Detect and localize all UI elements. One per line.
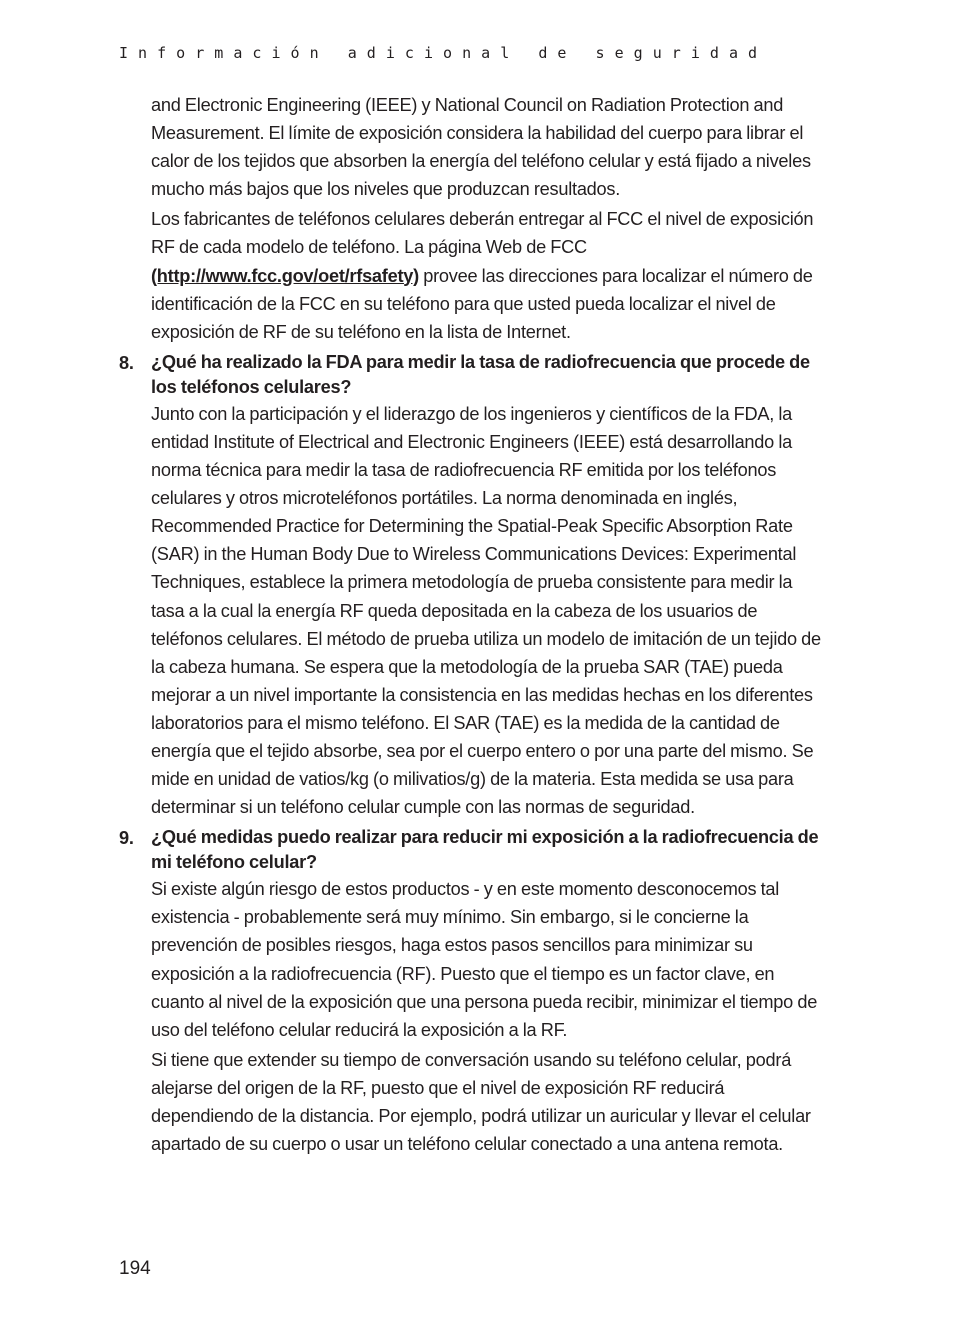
question-8 [119,349,829,821]
fcc-rfsafety-link[interactable]: (http://www.fcc.gov/oet/rfsafety) [151,265,419,286]
question-9-number: 9. [119,828,134,849]
question-8-number: 8. [119,352,134,373]
question-9-answer: Si existe algún riesgo de estos productos - y en este momento desconocemos tal existencia - probablemente será muy mínimo. Sin embargo, si le concierne la prevención de posibles riesgos, haga estos pasos sencillos para minimizar su exposición a la radiofrecuencia (RF). Puesto que el tiempo es un factor clave, en cuanto al nivel de la exposición que una persona pueda recibir, minimizar el tiempo de uso del teléfono celular reducirá la exposición a la RF. [151,879,818,1040]
question-8-title: ¿Qué ha realizado la FDA para medir la tasa de radiofrecuencia que procede de los teléfonos celulares? [151,351,810,397]
intro-paragraph-2 [119,205,829,345]
question-9-answer-continued: Si tiene que extender su tiempo de conversación usando su teléfono celular, podrá alejarse del origen de la RF, puesto que el nivel de exposición RF reducirá dependiendo de la distancia. Por ejemplo, podrá utilizar un auricular y llevar el celular apartado de su cuerpo o usar un teléfono celular conectado a una antena remota. [151,1049,811,1155]
intro-paragraph-1: and Electronic Engineering (IEEE) y National Council on Radiation Protection and Measurement. El límite de exposición considera la habilidad del cuerpo para librar el calor de los tejidos que absorben la energía del teléfono celular y está fijado a niveles mucho más bajos que los niveles que produzcan resultados. [151,95,811,200]
running-header: I n f o r m a c i ó n a d i c i o n a l d e s e g u r i d a d [119,44,758,62]
intro-paragraph-2-text-after: provee las direcciones para localizar el número de identificación de la FCC en su teléfono para que usted pueda localizar el nivel de exposición de RF de su teléfono en la lista de Internet. [151,265,813,342]
page-content [119,91,829,1158]
question-9-title: ¿Qué medidas puedo realizar para reducir mi exposición a la radiofrecuencia de mi teléfono celular? [151,827,819,873]
intro-paragraph-2-text-before: Los fabricantes de teléfonos celulares deberán entregar al FCC el nivel de exposición RF de cada modelo de teléfono. La página Web de FCC [151,209,814,258]
page-number: 194 [119,1258,151,1279]
question-9 [119,824,829,1158]
question-8-answer: Junto con la participación y el liderazgo de los ingenieros y científicos de la FDA, la entidad Institute of Electrical and Electronic Engineers (IEEE) está desarrollando la norma técnica para medir la tasa de radiofrecuencia RF emitida por los teléfonos celulares y otros microteléfonos portátiles. La norma denominada en inglés, Recommended Practice for Determining the Spatial-Peak Specific Absorption Rate (SAR) in the Human Body Due to Wireless Communications Devices: Experimental Techniques, establece la primera metodología de prueba consistente para medir la tasa a la cual la energía RF queda depositada en la cabeza de los usuarios de teléfonos celulares. El método de prueba utiliza un modelo de imitación de un tejido de la cabeza humana. Se espera que la metodología de la prueba SAR (TAE) pueda mejorar a un nivel importante la consistencia en las medidas hechas en los diferentes laboratorios para el mismo teléfono. El SAR (TAE) es la medida de la cantidad de energía que el tejido absorbe, sea por el cuerpo entero o por una parte del mismo. Se mide en unidad de vatios/kg (o milivatios/g) de la materia. Esta medida se usa para determinar si un teléfono celular cumple con las normas de seguridad. [151,403,821,818]
